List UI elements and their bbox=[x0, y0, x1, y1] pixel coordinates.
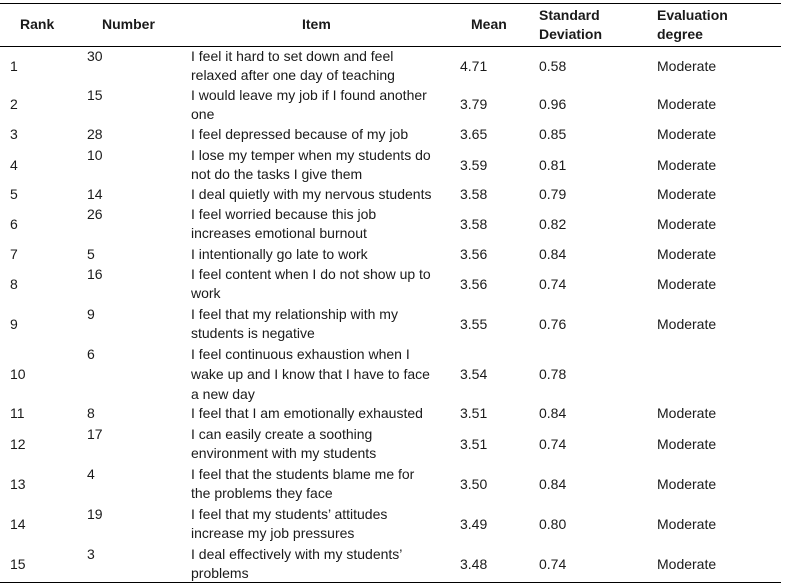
table-row bbox=[0, 544, 781, 582]
mean-cell: 4.71 bbox=[460, 58, 488, 74]
sd-cell: 0.58 bbox=[539, 58, 567, 74]
item-cell-line2: increase my job pressures bbox=[191, 525, 355, 541]
eval-cell: Moderate bbox=[657, 316, 717, 332]
table-row bbox=[0, 46, 781, 86]
number-cell: 3 bbox=[87, 546, 95, 562]
sd-cell: 0.96 bbox=[539, 96, 567, 112]
mean-cell: 3.59 bbox=[460, 157, 488, 173]
table-row bbox=[0, 86, 781, 124]
eval-cell: Moderate bbox=[657, 186, 717, 202]
table-row bbox=[0, 124, 781, 144]
item-cell-line1: I deal effectively with my students’ bbox=[191, 546, 403, 562]
eval-cell: Moderate bbox=[657, 58, 717, 74]
rank-cell: 13 bbox=[10, 476, 26, 492]
item-cell-line1: I lose my temper when my students do bbox=[191, 147, 431, 163]
item-cell-line2: environment with my students bbox=[191, 445, 377, 461]
header-item: Item bbox=[302, 16, 331, 32]
header-mean: Mean bbox=[471, 16, 507, 32]
table-row bbox=[0, 145, 781, 185]
number-cell: 5 bbox=[87, 246, 95, 262]
item-cell-line2: one bbox=[191, 106, 215, 122]
sd-cell: 0.84 bbox=[539, 476, 567, 492]
rank-cell: 8 bbox=[10, 276, 18, 292]
sd-cell: 0.74 bbox=[539, 276, 567, 292]
item-cell-line1: I feel continuous exhaustion when I bbox=[191, 346, 410, 362]
item-cell-line2: increases emotional burnout bbox=[191, 225, 367, 241]
sd-cell: 0.78 bbox=[539, 366, 567, 382]
eval-cell: Moderate bbox=[657, 276, 717, 292]
rank-cell: 6 bbox=[10, 216, 18, 232]
number-cell: 16 bbox=[87, 266, 103, 282]
item-cell-line2: problems bbox=[191, 565, 249, 581]
rank-cell: 10 bbox=[10, 366, 26, 382]
table-row bbox=[0, 464, 781, 504]
item-cell-line1: I feel that my relationship with my bbox=[191, 306, 398, 322]
sd-cell: 0.80 bbox=[539, 516, 567, 532]
item-cell-line1: I feel that the students blame me for bbox=[191, 466, 415, 482]
table-top-rule bbox=[0, 3, 781, 4]
rank-cell: 4 bbox=[10, 157, 18, 173]
mean-cell: 3.51 bbox=[460, 405, 488, 421]
item-cell-line2: relaxed after one day of teaching bbox=[191, 67, 395, 83]
mean-cell: 3.51 bbox=[460, 436, 488, 452]
number-cell: 28 bbox=[87, 126, 103, 142]
number-cell: 14 bbox=[87, 186, 103, 202]
rank-cell: 12 bbox=[10, 436, 26, 452]
item-cell-line1: I feel worried because this job bbox=[191, 206, 377, 222]
sd-cell: 0.74 bbox=[539, 436, 567, 452]
mean-cell: 3.58 bbox=[460, 186, 488, 202]
number-cell: 4 bbox=[87, 466, 95, 482]
rank-cell: 11 bbox=[10, 405, 25, 421]
mean-cell: 3.58 bbox=[460, 216, 488, 232]
eval-cell: Moderate bbox=[657, 126, 717, 142]
item-cell-line1: I would leave my job if I found another bbox=[191, 87, 427, 103]
rank-cell: 1 bbox=[10, 58, 18, 74]
item-cell-line2: the problems they face bbox=[191, 485, 333, 501]
header-sd-line1: Standard bbox=[539, 7, 600, 23]
table-row bbox=[0, 304, 781, 344]
mean-cell: 3.49 bbox=[460, 516, 488, 532]
mean-cell: 3.56 bbox=[460, 246, 488, 262]
table-row bbox=[0, 264, 781, 304]
item-cell-line2: work bbox=[191, 285, 221, 301]
number-cell: 19 bbox=[87, 506, 103, 522]
sd-cell: 0.84 bbox=[539, 405, 567, 421]
rank-cell: 5 bbox=[10, 186, 18, 202]
eval-cell: Moderate bbox=[657, 556, 717, 572]
eval-cell: Moderate bbox=[657, 436, 717, 452]
header-eval-line2: degree bbox=[657, 26, 703, 42]
number-cell: 26 bbox=[87, 206, 103, 222]
table-row bbox=[0, 204, 781, 244]
mean-cell: 3.55 bbox=[460, 316, 488, 332]
item-cell-line1: I feel that my students’ attitudes bbox=[191, 506, 388, 522]
number-cell: 9 bbox=[87, 306, 95, 322]
table-row bbox=[0, 244, 781, 264]
item-cell-line1: I feel it hard to set down and feel bbox=[191, 48, 394, 64]
mean-cell: 3.48 bbox=[460, 556, 488, 572]
item-cell-line1: I feel content when I do not show up to bbox=[191, 266, 431, 282]
rank-cell: 14 bbox=[10, 516, 26, 532]
table-row bbox=[0, 424, 781, 464]
eval-cell: Moderate bbox=[657, 246, 717, 262]
item-cell-line3: a new day bbox=[191, 386, 255, 402]
mean-cell: 3.54 bbox=[460, 366, 488, 382]
sd-cell: 0.74 bbox=[539, 556, 567, 572]
item-cell-line2: wake up and I know that I have to face bbox=[191, 366, 430, 382]
item-cell-line1: I feel depressed because of my job bbox=[191, 126, 409, 142]
eval-cell: Moderate bbox=[657, 157, 717, 173]
eval-cell: Moderate bbox=[657, 96, 717, 112]
eval-cell: Moderate bbox=[657, 405, 717, 421]
number-cell: 10 bbox=[87, 147, 103, 163]
item-cell-line1: I intentionally go late to work bbox=[191, 246, 368, 262]
mean-cell: 3.65 bbox=[460, 126, 488, 142]
rank-cell: 7 bbox=[10, 246, 18, 262]
header-sd-line2: Deviation bbox=[539, 26, 603, 42]
item-cell-line1: I feel that I am emotionally exhausted bbox=[191, 405, 423, 421]
mean-cell: 3.79 bbox=[460, 96, 488, 112]
header-rank: Rank bbox=[20, 16, 55, 32]
eval-cell: Moderate bbox=[657, 476, 717, 492]
eval-cell: Moderate bbox=[657, 216, 717, 232]
sd-cell: 0.84 bbox=[539, 246, 567, 262]
table-row bbox=[0, 184, 781, 204]
sd-cell: 0.85 bbox=[539, 126, 567, 142]
table-row bbox=[0, 344, 781, 404]
eval-cell: Moderate bbox=[657, 516, 717, 532]
rank-cell: 15 bbox=[10, 556, 26, 572]
number-cell: 15 bbox=[87, 87, 103, 103]
number-cell: 8 bbox=[87, 405, 95, 421]
number-cell: 17 bbox=[87, 426, 103, 442]
sd-cell: 0.81 bbox=[539, 157, 567, 173]
item-cell-line2: not do the tasks I give them bbox=[191, 166, 363, 182]
sd-cell: 0.79 bbox=[539, 186, 567, 202]
header-number: Number bbox=[102, 16, 155, 32]
header-eval-line1: Evaluation bbox=[657, 7, 728, 23]
table-row bbox=[0, 403, 781, 423]
item-cell-line1: I deal quietly with my nervous students bbox=[191, 186, 432, 202]
rank-cell: 2 bbox=[10, 96, 18, 112]
mean-cell: 3.50 bbox=[460, 476, 488, 492]
mean-cell: 3.56 bbox=[460, 276, 488, 292]
table-row bbox=[0, 504, 781, 544]
number-cell: 6 bbox=[87, 346, 95, 362]
item-cell-line2: students is negative bbox=[191, 325, 315, 341]
rank-cell: 9 bbox=[10, 316, 18, 332]
number-cell: 30 bbox=[87, 48, 103, 64]
rank-cell: 3 bbox=[10, 126, 18, 142]
item-cell-line1: I can easily create a soothing bbox=[191, 426, 373, 442]
table-bottom-rule bbox=[0, 582, 781, 583]
sd-cell: 0.82 bbox=[539, 216, 567, 232]
sd-cell: 0.76 bbox=[539, 316, 567, 332]
